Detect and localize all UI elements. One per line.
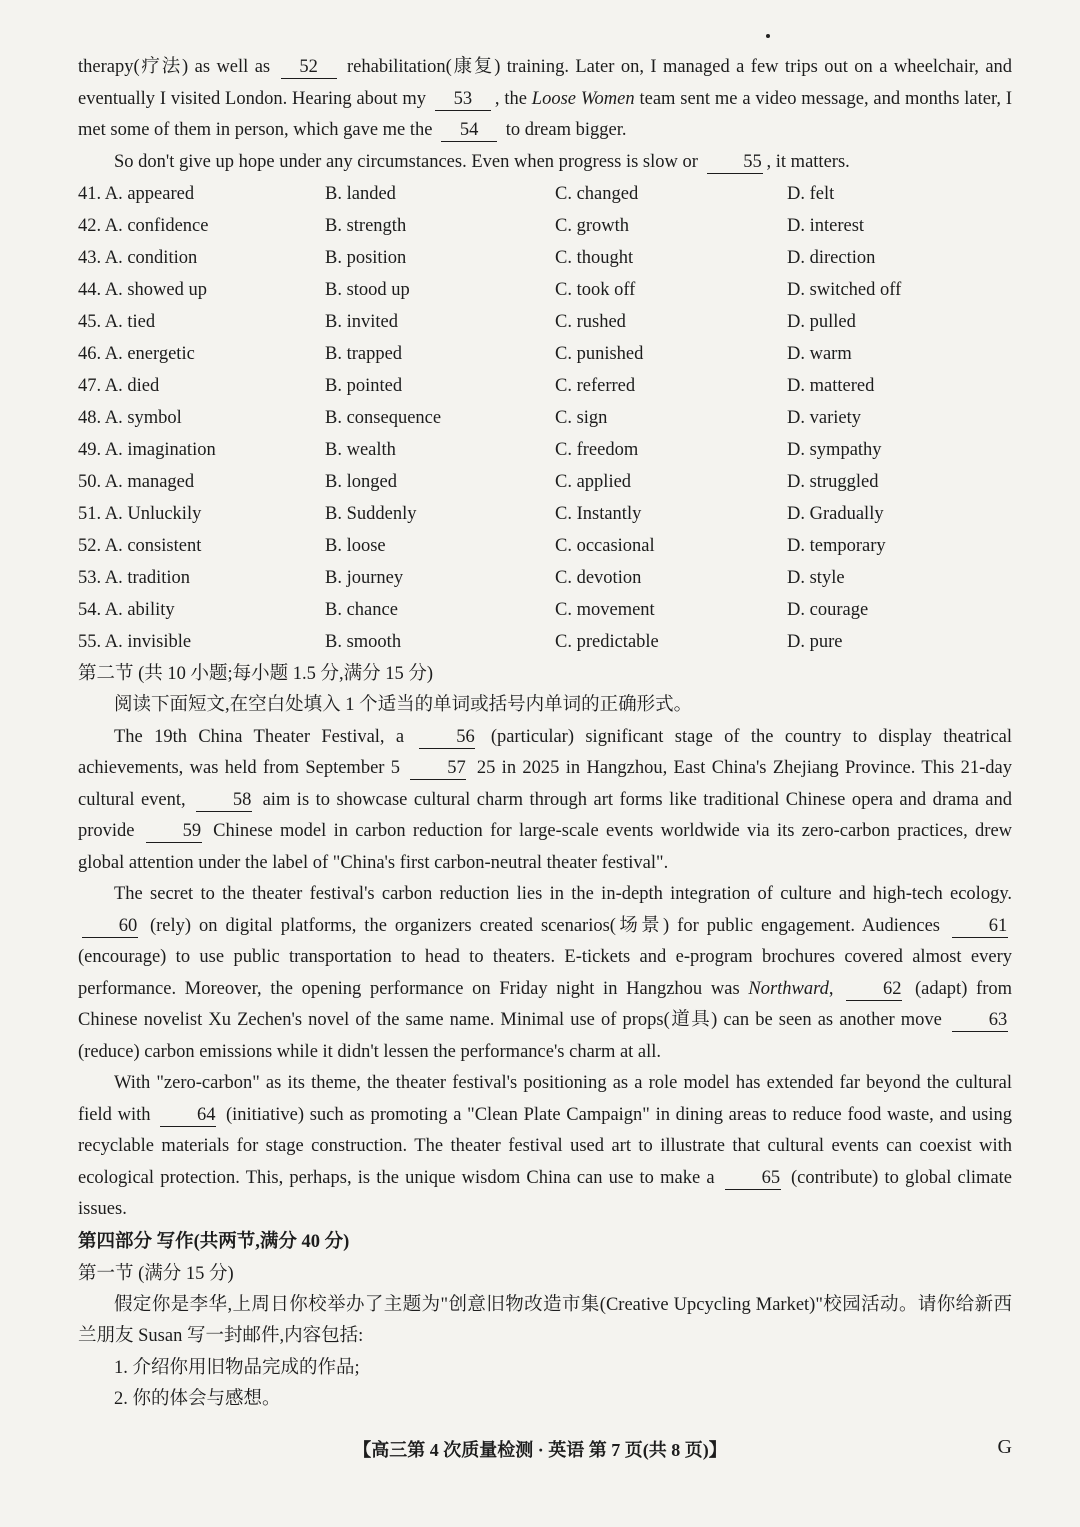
text: aim is to showcase cultural charm through art forms like traditional Chinese opera and drama and provide <box>78 789 1012 841</box>
option-c: C. punished <box>555 343 644 364</box>
text: (encourage) to use public transportation to head to theaters. E-tickets and e-program brochures covered almost every performance. Moreover, the opening performance on Friday night in Hangzhou was <box>78 947 1012 999</box>
option-c: C. sign <box>555 407 608 428</box>
option-a: 50. A. managed <box>78 471 195 492</box>
blank-62: 62 <box>846 978 902 1001</box>
blank-59: 59 <box>146 820 202 843</box>
part4-subheading: 第一节 (满分 15 分) <box>78 1263 234 1284</box>
version-letter: G <box>997 1436 1012 1458</box>
option-d: D. courage <box>787 599 869 620</box>
option-a: 52. A. consistent <box>78 535 202 556</box>
part4-heading: 第四部分 写作(共两节,满分 40 分) <box>78 1231 350 1252</box>
option-d: D. mattered <box>787 375 875 396</box>
option-c: C. growth <box>555 215 629 236</box>
option-a: 47. A. died <box>78 375 160 396</box>
option-a: 55. A. invisible <box>78 631 192 652</box>
text: (contribute) to global climate issues. <box>78 1167 1013 1219</box>
option-b: B. wealth <box>325 439 396 460</box>
page-footer: 【高三第 4 次质量检测 · 英语 第 7 页(共 8 页)】 <box>353 1440 727 1460</box>
section2-heading: 第二节 (共 10 小题;每小题 1.5 分,满分 15 分) <box>78 664 434 684</box>
blank-58: 58 <box>196 789 252 812</box>
option-c: C. movement <box>555 599 655 620</box>
option-c: C. referred <box>555 375 636 396</box>
text: (initiative) such as promoting a "Clean Plate Campaign" in dining areas to reduce food waste, and using recyclable materials for stage construction. The theater festival used art to illustrate that cultural events can coexist with ecological protection. This, perhaps, is the unique wisdom China can use to make a <box>78 1104 1013 1188</box>
option-c: C. devotion <box>555 567 642 588</box>
grammar-paragraph-3 <box>78 1068 1012 1226</box>
option-d: D. interest <box>787 215 865 236</box>
section2-instruction: 阅读下面短文,在空白处填入 1 个适当的单词或括号内单词的正确形式。 <box>114 695 693 715</box>
question-row <box>78 306 1012 338</box>
option-a: 41. A. appeared <box>78 183 195 204</box>
option-b: B. longed <box>325 471 397 492</box>
writing-item-1: 1. 介绍你用旧物品完成的作品; <box>114 1357 360 1378</box>
option-a: 46. A. energetic <box>78 343 195 364</box>
option-d: D. direction <box>787 247 876 268</box>
text: , the <box>494 88 527 109</box>
question-row <box>78 594 1012 626</box>
option-c: C. Instantly <box>555 503 642 524</box>
blank-65: 65 <box>725 1167 781 1190</box>
option-d: D. struggled <box>787 471 879 492</box>
option-c: C. took off <box>555 279 636 300</box>
option-a: 54. A. ability <box>78 599 175 620</box>
option-b: B. loose <box>325 535 386 556</box>
question-row <box>78 530 1012 562</box>
option-b: B. Suddenly <box>325 503 417 524</box>
option-b: B. trapped <box>325 343 403 364</box>
text: team sent me a video message, and months later, I met some of them in person, which gave me the <box>78 88 1013 140</box>
blank-52: 52 <box>281 56 337 79</box>
text: (adapt) from Chinese novelist Xu Zechen's novel of the same name. Minimal use of props(道具) can be seen as another move <box>78 978 1013 1030</box>
option-d: D. variety <box>787 407 861 428</box>
blank-57: 57 <box>410 757 466 780</box>
option-c: C. rushed <box>555 311 626 332</box>
choice-options <box>78 178 1012 658</box>
question-row <box>78 562 1012 594</box>
option-a: 43. A. condition <box>78 247 198 268</box>
question-row <box>78 370 1012 402</box>
option-a: 42. A. confidence <box>78 215 209 236</box>
text: to dream bigger. <box>505 120 627 140</box>
option-c: C. predictable <box>555 631 659 652</box>
option-d: D. warm <box>787 343 852 364</box>
option-b: B. smooth <box>325 631 402 652</box>
text: So don't give up hope under any circumstances. Even when progress is slow or <box>114 151 698 172</box>
option-a: 51. A. Unluckily <box>78 503 202 524</box>
option-b: B. chance <box>325 599 398 620</box>
text: 25 in 2025 in Hangzhou, East China's Zhejiang Province. This 21-day cultural event, <box>78 758 1013 810</box>
blank-54: 54 <box>441 119 497 142</box>
grammar-paragraph-2 <box>78 879 1012 1068</box>
option-c: C. applied <box>555 471 632 492</box>
option-c: C. changed <box>555 183 639 204</box>
question-row <box>78 626 1012 658</box>
question-row <box>78 466 1012 498</box>
writing-item-2: 2. 你的体会与感想。 <box>114 1389 281 1409</box>
option-d: D. Gradually <box>787 503 884 524</box>
option-b: B. landed <box>325 183 396 204</box>
ink-dot <box>766 34 770 38</box>
text: , <box>828 978 834 999</box>
option-d: D. felt <box>787 183 835 204</box>
option-b: B. strength <box>325 215 407 236</box>
blank-60: 60 <box>82 915 138 938</box>
passage-paragraph-1 <box>78 52 1012 147</box>
writing-task: 假定你是李华,上周日你校举办了主题为"创意旧物改造市集(Creative Upcycling Market)"校园活动。请你给新西兰朋友 Susan 写一封邮件,内容包括: <box>78 1294 1012 1346</box>
question-row <box>78 498 1012 530</box>
option-b: B. stood up <box>325 279 410 300</box>
text: Chinese model in carbon reduction for large-scale events worldwide via its zero-carbon practices, drew global attention under the label of "China's first carbon-neutral theater festival". <box>78 821 1013 873</box>
blank-64: 64 <box>160 1104 216 1127</box>
blank-56: 56 <box>419 726 475 749</box>
option-d: D. sympathy <box>787 439 882 460</box>
option-d: D. pulled <box>787 311 856 332</box>
text: , it matters. <box>766 151 850 172</box>
question-row <box>78 178 1012 210</box>
text: With "zero-carbon" as its theme, the theater festival's positioning as a role model has extended far beyond the cultural field with <box>78 1073 1012 1125</box>
question-row <box>78 434 1012 466</box>
exam-page <box>78 52 1012 1416</box>
option-b: B. invited <box>325 311 398 332</box>
passage-paragraph-2 <box>78 147 1012 179</box>
question-row <box>78 210 1012 242</box>
option-a: 48. A. symbol <box>78 407 182 428</box>
option-a: 49. A. imagination <box>78 439 216 460</box>
option-a: 44. A. showed up <box>78 279 207 300</box>
blank-63: 63 <box>952 1009 1008 1032</box>
option-b: B. pointed <box>325 375 403 396</box>
text: rehabilitation(康复) training. Later on, I managed a few trips out on a wheelchair, and eventually I visited London. Hearing about my <box>78 57 1013 109</box>
blank-61: 61 <box>952 915 1008 938</box>
option-d: D. temporary <box>787 535 886 556</box>
question-row <box>78 402 1012 434</box>
question-row <box>78 242 1012 274</box>
blank-55: 55 <box>707 151 763 174</box>
text: (particular) significant stage of the country to display theatrical achievements, was held from September 5 <box>78 726 1013 778</box>
text: therapy(疗法) as well as <box>78 57 271 77</box>
grammar-paragraph-1 <box>78 722 1012 880</box>
option-d: D. switched off <box>787 279 902 300</box>
show-name: Loose Women <box>531 88 635 109</box>
text: The 19th China Theater Festival, a <box>114 726 405 747</box>
option-b: B. journey <box>325 567 404 588</box>
blank-53: 53 <box>435 88 491 111</box>
option-a: 45. A. tied <box>78 311 156 332</box>
option-d: D. style <box>787 567 845 588</box>
option-c: C. thought <box>555 247 634 268</box>
option-c: C. occasional <box>555 535 655 556</box>
option-a: 53. A. tradition <box>78 567 191 588</box>
option-b: B. consequence <box>325 407 442 428</box>
question-row <box>78 274 1012 306</box>
option-d: D. pure <box>787 631 843 652</box>
question-row <box>78 338 1012 370</box>
text: (reduce) carbon emissions while it didn't lessen the performance's charm at all. <box>78 1041 662 1062</box>
option-c: C. freedom <box>555 439 639 460</box>
novel-title: Northward <box>748 978 829 999</box>
text: The secret to the theater festival's carbon reduction lies in the in-depth integration of culture and high-tech ecology. <box>114 884 1012 904</box>
text: (rely) on digital platforms, the organizers created scenarios(场景) for public engagement. Audiences <box>149 915 941 936</box>
option-b: B. position <box>325 247 407 268</box>
